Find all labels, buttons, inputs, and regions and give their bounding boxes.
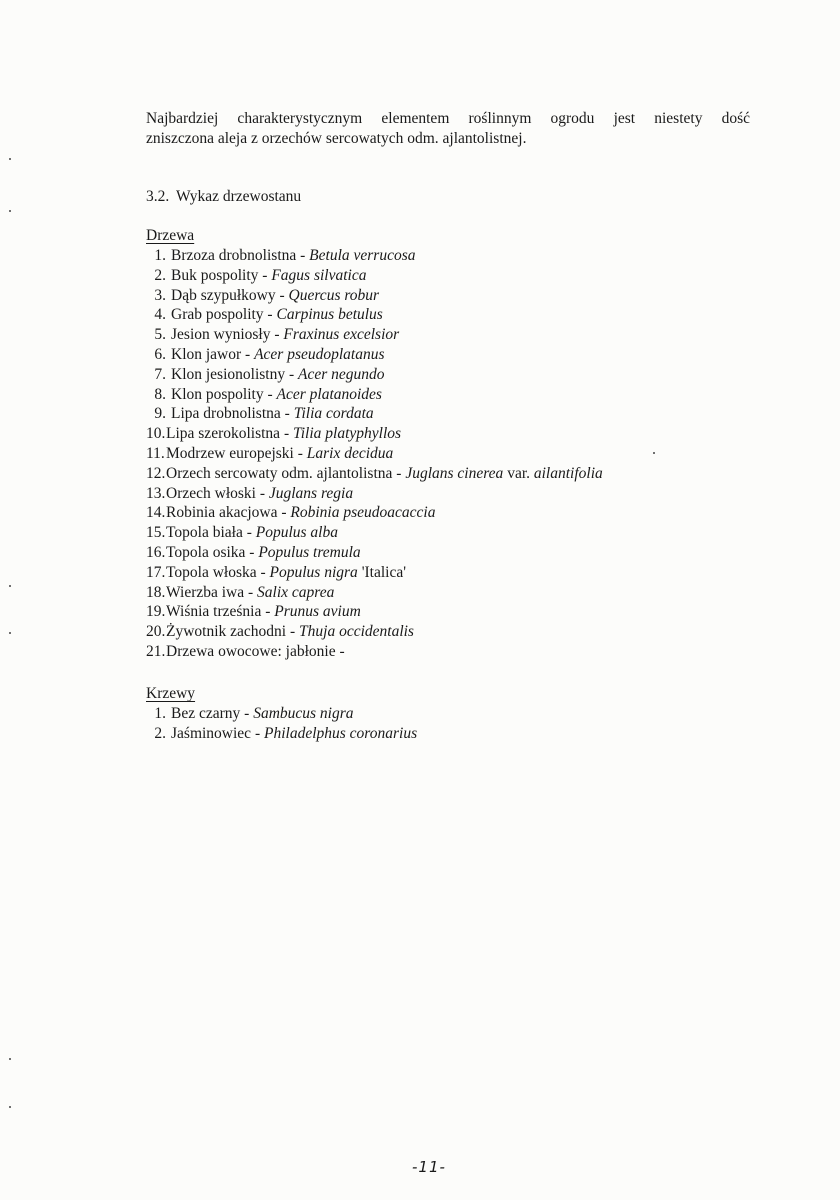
latin-name: Quercus robur	[288, 286, 380, 304]
list-item	[146, 543, 603, 563]
list-item	[146, 724, 417, 744]
latin-name: Prunus avium	[274, 603, 361, 621]
list-item	[146, 444, 603, 464]
item-number: 18.	[146, 583, 166, 601]
common-name: Lipa drobnolistna -	[171, 405, 294, 423]
latin-name: Populus tremula	[258, 543, 361, 561]
latin-name: Larix decidua	[306, 444, 394, 462]
list-item	[146, 642, 603, 662]
latin-name: Betula verrucosa	[309, 247, 416, 264]
latin-name: Juglans cinerea	[405, 464, 504, 482]
item-number: 11.	[146, 444, 165, 462]
item-number: 16.	[146, 543, 166, 561]
list-item	[146, 523, 603, 543]
scan-speck	[653, 452, 655, 454]
item-number: 13.	[146, 484, 166, 502]
item-number: 17.	[146, 563, 166, 581]
common-name: Topola osika -	[166, 543, 259, 561]
section-heading	[146, 187, 301, 207]
latin-name: Acer platanoides	[276, 385, 382, 403]
common-name: Dąb szypułkowy -	[171, 286, 289, 304]
item-number: 5.	[154, 326, 166, 344]
item-number: 2.	[154, 724, 166, 742]
common-name: Bez czarny -	[171, 705, 254, 722]
list-item	[146, 424, 603, 444]
list-item	[146, 704, 417, 724]
intro-line-2: zniszczona aleja z orzechów sercowatych odm. ajlantolistnej.	[146, 130, 527, 147]
latin-name: Populus alba	[255, 524, 338, 542]
item-number: 7.	[154, 365, 166, 383]
list-item	[146, 385, 603, 405]
common-name: Lipa szerokolistna -	[166, 425, 293, 443]
item-number: 19.	[146, 603, 166, 621]
latin-name: Fagus silvatica	[271, 266, 367, 284]
latin-name: Tilia platyphyllos	[292, 425, 402, 443]
section-number: 3.2.	[146, 188, 170, 205]
latin-name: Populus nigra	[269, 563, 358, 581]
list-item	[146, 464, 603, 484]
trees-heading: Drzewa	[146, 227, 195, 244]
item-number: 15.	[146, 524, 166, 542]
list-item	[146, 404, 603, 424]
cultivar-name: 'Italica'	[357, 563, 406, 581]
scan-speck	[9, 632, 11, 634]
item-number: 21.	[146, 642, 166, 660]
item-number: 1.	[154, 705, 166, 722]
item-number: 3.	[154, 286, 166, 304]
common-name: Jesion wyniosły -	[171, 326, 284, 344]
trees-list	[146, 246, 603, 662]
variety-name: ailantifolia	[533, 464, 603, 482]
latin-name: Sambucus nigra	[253, 705, 354, 722]
item-number: 8.	[154, 385, 166, 403]
list-item	[146, 246, 603, 266]
shrubs-heading: Krzewy	[146, 685, 196, 702]
latin-name: Thuja occidentalis	[299, 623, 414, 641]
list-item	[146, 563, 603, 583]
latin-name: Acer negundo	[298, 365, 385, 383]
item-number: 10.	[146, 425, 166, 443]
scan-speck	[9, 1106, 11, 1108]
list-item	[146, 484, 603, 504]
latin-name: Juglans regia	[268, 484, 354, 502]
list-item	[146, 503, 603, 523]
common-name: Drzewa owocowe: jabłonie -	[166, 642, 345, 660]
latin-name: Philadelphus coronarius	[263, 724, 418, 742]
item-number: 2.	[154, 266, 166, 284]
shrubs-list	[146, 704, 417, 744]
common-name: Brzoza drobnolistna -	[171, 247, 310, 264]
latin-name: Salix caprea	[257, 583, 335, 601]
common-name: Grab pospolity -	[171, 306, 277, 324]
item-number: 6.	[154, 345, 166, 363]
list-item	[146, 345, 603, 365]
intro-line-1: Najbardziej charakterystycznym elementem roślinnym ogrodu jest niestety dość	[146, 110, 750, 127]
item-number: 9.	[154, 405, 166, 423]
common-name: Modrzew europejski -	[166, 444, 307, 462]
item-number: 12.	[146, 464, 166, 482]
latin-name: Carpinus betulus	[276, 306, 383, 324]
list-item	[146, 286, 603, 306]
item-number: 20.	[146, 623, 166, 641]
variety-abbrev: var.	[503, 464, 534, 482]
scan-speck	[9, 158, 11, 160]
list-item	[146, 365, 603, 385]
scan-speck	[9, 210, 11, 212]
latin-name: Robinia pseudoacaccia	[290, 504, 436, 522]
item-number: 14.	[146, 504, 166, 522]
scan-speck	[9, 585, 11, 587]
latin-name: Tilia cordata	[293, 405, 374, 423]
latin-name: Acer pseudoplatanus	[254, 345, 385, 363]
common-name: Żywotnik zachodni -	[166, 623, 300, 641]
latin-name: Fraxinus excelsior	[283, 326, 400, 344]
common-name: Buk pospolity -	[171, 266, 272, 284]
page-number: -11-	[412, 1158, 446, 1176]
list-item	[146, 305, 603, 325]
common-name: Wierzba iwa -	[166, 583, 258, 601]
list-item	[146, 325, 603, 345]
list-item	[146, 583, 603, 603]
common-name: Jaśminowiec -	[171, 724, 264, 742]
common-name: Topola biała -	[166, 524, 256, 542]
common-name: Klon jesionolistny -	[171, 365, 299, 383]
common-name: Orzech sercowaty odm. ajlantolistna -	[166, 464, 406, 482]
item-number: 1.	[154, 247, 166, 264]
common-name: Orzech włoski -	[166, 484, 269, 502]
item-number: 4.	[154, 306, 166, 324]
common-name: Klon jawor -	[171, 345, 255, 363]
intro-paragraph	[146, 109, 750, 149]
list-item	[146, 622, 603, 642]
list-item	[146, 602, 603, 622]
common-name: Klon pospolity -	[171, 385, 277, 403]
common-name: Wiśnia trześnia -	[166, 603, 275, 621]
scan-speck	[9, 1058, 11, 1060]
common-name: Topola włoska -	[166, 563, 270, 581]
section-title: Wykaz drzewostanu	[176, 188, 302, 205]
list-item	[146, 266, 603, 286]
common-name: Robinia akacjowa -	[166, 504, 291, 522]
